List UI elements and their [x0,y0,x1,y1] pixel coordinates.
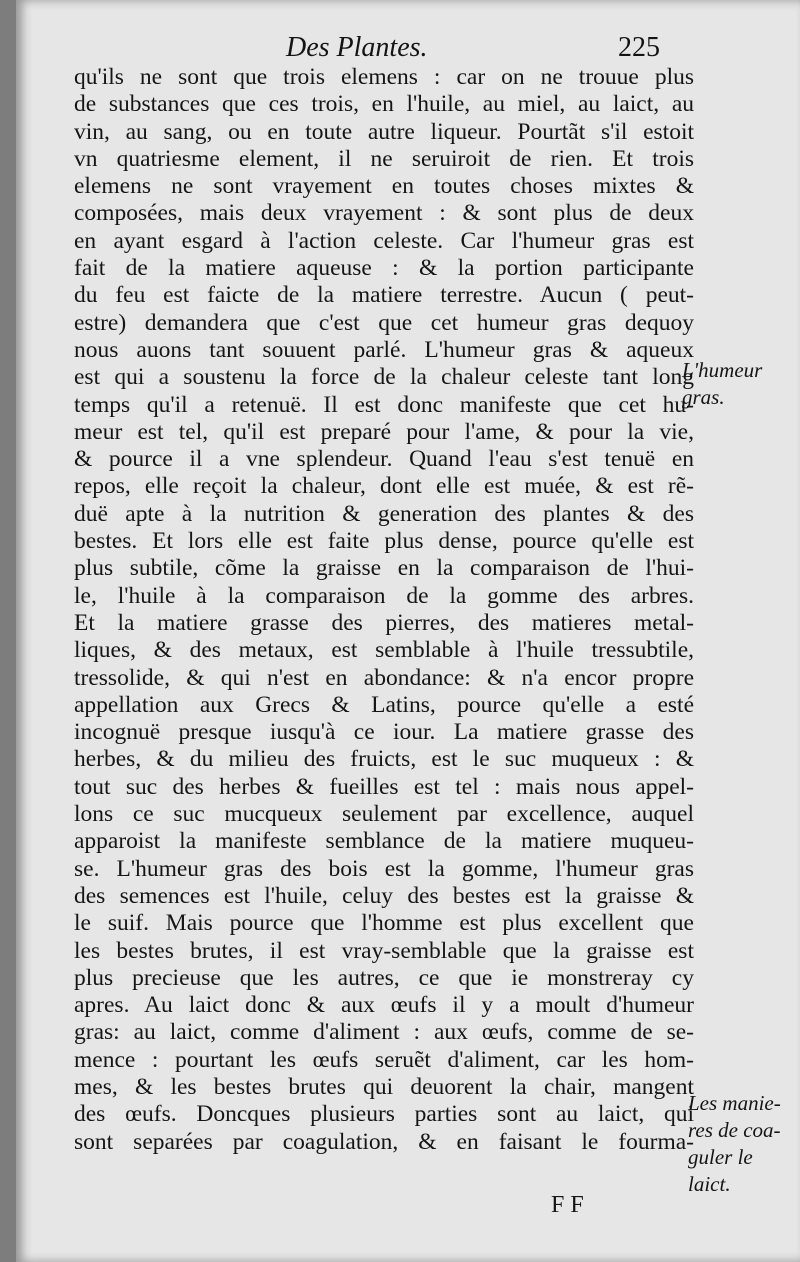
text-line: gras: au laict, comme d'aliment : aux œufs, comme de se- [74,1019,694,1046]
margin-note-line: guler le [688,1145,753,1169]
running-head: Des Plantes. [286,32,428,63]
text-line: en ayant esgard à l'action celeste. Car l'humeur gras est [74,227,694,254]
text-line: temps qu'il a retenuë. Il est donc manifeste que cet hu- [74,391,694,418]
text-line: herbes, & du milieu des fruicts, est le suc muqueux : & [74,746,694,773]
text-line: lons ce suc mucqueux seulement par excellence, auquel [74,801,694,828]
margin-note-line: res de coa- [688,1118,781,1142]
margin-note-line: L'humeur [682,358,763,382]
text-line: vin, au sang, ou en toute autre liqueur. Pourtãt s'il estoit [74,118,694,145]
text-line: apparoist la manifeste semblance de la matiere muqueu- [74,828,694,855]
text-line: des semences est l'huile, celuy des bestes est la graisse & [74,882,694,909]
text-line: apres. Au laict donc & aux œufs il y a moult d'humeur [74,992,694,1019]
text-line: nous auons tant souuent parlé. L'humeur gras & aqueux [74,336,694,363]
page-number: 225 [618,32,660,63]
text-line: du feu est faicte de la matiere terrestre. Aucun ( peut- [74,282,694,309]
body-text [74,64,694,1156]
text-line: se. L'humeur gras des bois est la gomme, l'humeur gras [74,855,694,882]
margin-note-line: gras. [682,385,725,409]
text-line: tout suc des herbes & fueilles est tel : mais nous appel- [74,773,694,800]
text-line: fait de la matiere aqueuse : & la portion participante [74,255,694,282]
text-line: Et la matiere grasse des pierres, des matieres metal- [74,609,694,636]
text-line: les bestes brutes, il est vray-semblable que la graisse est [74,937,694,964]
text-line: incognuë presque iusqu'à ce iour. La matiere grasse des [74,719,694,746]
text-line: tressolide, & qui n'est en abondance: & n'a encor propre [74,664,694,691]
text-line: estre) demandera que c'est que cet humeur gras dequoy [74,309,694,336]
text-line: de substances que ces trois, en l'huile, au miel, au laict, au [74,91,694,118]
margin-note-humeur-gras [682,357,800,411]
text-line: le suif. Mais pource que l'homme est plus excellent que [74,910,694,937]
text-line: duë apte à la nutrition & generation des plantes & des [74,500,694,527]
text-line: vn quatriesme element, il ne seruiroit de rien. Et trois [74,145,694,172]
text-line: & pource il a vne splendeur. Quand l'eau s'est tenuë en [74,446,694,473]
text-line: des œufs. Doncques plusieurs parties sont au laict, qui [74,1101,694,1128]
margin-note-line: Les manie- [688,1091,781,1115]
text-line: sont separées par coagulation, & en faisant le fourma- [74,1128,694,1155]
text-line: meur est tel, qu'il est preparé pour l'ame, & pour la vie, [74,418,694,445]
text-line: bestes. Et lors elle est faite plus dense, pource qu'elle est [74,528,694,555]
text-line: est qui a soustenu la force de la chaleur celeste tant long [74,364,694,391]
text-line: repos, elle reçoit la chaleur, dont elle est muée, & est rẽ- [74,473,694,500]
text-line: le, l'huile à la comparaison de la gomme des arbres. [74,582,694,609]
text-line: plus subtile, cõme la graisse en la comparaison de l'hui- [74,555,694,582]
text-line: mence : pourtant les œufs seruẽt d'aliment, car les hom- [74,1046,694,1073]
text-line: liques, & des metaux, est semblable à l'huile tressubtile, [74,637,694,664]
signature-mark: FF [551,1192,590,1218]
margin-note-line: laict. [688,1172,731,1196]
text-line: plus precieuse que les autres, ce que ie monstreray cy [74,964,694,991]
text-line: composées, mais deux vrayement : & sont plus de deux [74,200,694,227]
book-page [16,0,800,1262]
margin-note-coaguler [688,1090,800,1198]
text-line: mes, & les bestes brutes qui deuorent la chair, mangent [74,1073,694,1100]
text-line: elemens ne sont vrayement en toutes choses mixtes & [74,173,694,200]
text-line: qu'ils ne sont que trois elemens : car on ne trouue plus [74,64,694,90]
text-line: appellation aux Grecs & Latins, pource qu'elle a esté [74,691,694,718]
